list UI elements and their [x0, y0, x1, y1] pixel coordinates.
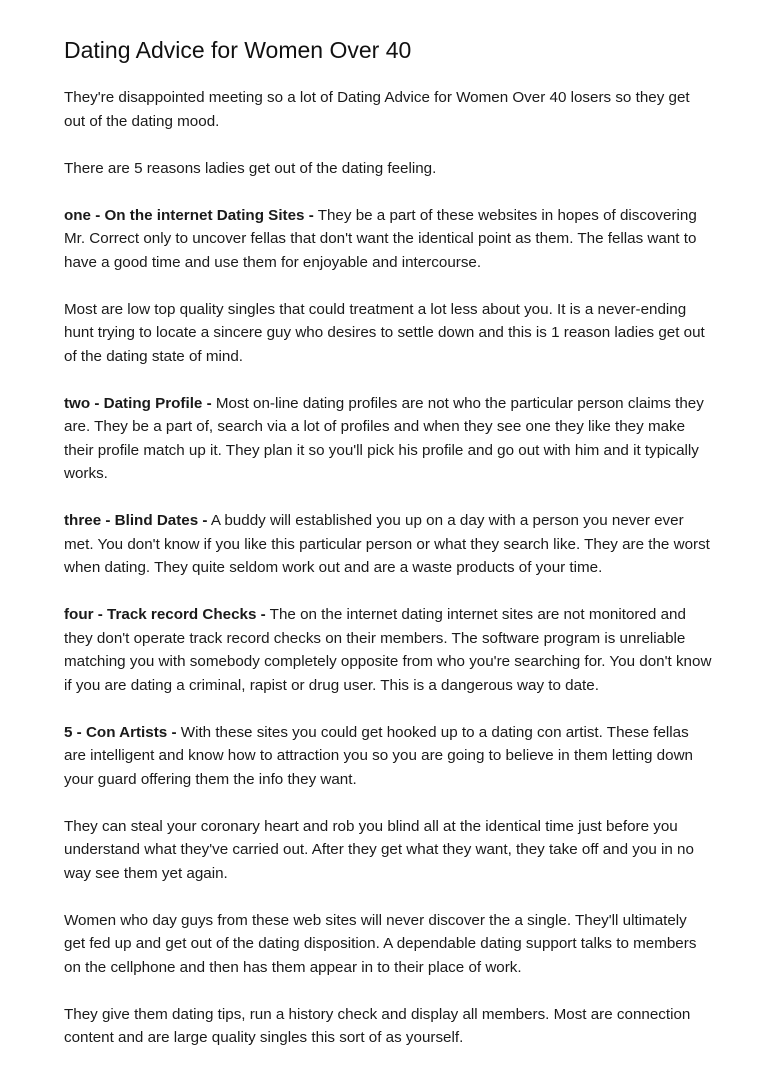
paragraph-lead: one - On the internet Dating Sites -: [64, 206, 314, 224]
paragraph-reason-four: [64, 603, 712, 697]
paragraph-text: The on the internet dating internet sites are not monitored and they don't operate track record checks on their members. The software program is unreliable matching you with somebody completely opposite from who you're searching for. You don't know if you are dating a criminal, rapist or drug user. This is a dangerous way to date.: [64, 606, 712, 694]
paragraph-reason-one: [64, 204, 712, 275]
paragraph-2: [64, 157, 712, 181]
paragraph-lead: four - Track record Checks -: [64, 606, 266, 623]
paragraph-lead: 5 - Con Artists -: [64, 723, 177, 741]
page-title: Dating Advice for Women Over 40: [64, 37, 412, 63]
paragraph-9: [64, 815, 712, 886]
paragraph-text: They be a part of these websites in hopes of discovering Mr. Correct only to uncover fellas that don't want the identical point as them. The fellas want to have a good time and use them for enjoyable and intercourse.: [64, 206, 697, 271]
paragraph-text: They give them dating tips, run a history check and display all members. Most are connection content and are large quality singles this sort of as yourself.: [64, 1005, 691, 1046]
paragraph-text: There are 5 reasons ladies get out of the dating feeling.: [64, 159, 437, 177]
paragraph-text: With these sites you could get hooked up to a dating con artist. These fellas are intelligent and know how to attraction you so you are going to believe in them letting down your guard offering them the info they want.: [64, 723, 693, 788]
paragraph-text: Most on-line dating profiles are not who the particular person claims they are. They be a part of, search via a lot of profiles and when they see one they like they make their profile match up it. They plan it so you'll pick his profile and go out with him and it typically works.: [64, 394, 704, 482]
paragraph-text: Most are low top quality singles that could treatment a lot less about you. It is a never-ending hunt trying to locate a sincere guy who desires to settle down and this is 1 reason ladies get out of the dating state of mind.: [64, 300, 705, 365]
paragraph-reason-three: [64, 509, 712, 580]
paragraph-reason-five: [64, 721, 712, 792]
paragraph-lead: three - Blind Dates -: [64, 512, 208, 529]
paragraph-lead: two - Dating Profile -: [64, 394, 212, 412]
paragraph-reason-two: [64, 392, 712, 486]
paragraph-1: [64, 86, 712, 133]
paragraph-4: [64, 298, 712, 369]
paragraph-text: They're disappointed meeting so a lot of Dating Advice for Women Over 40 losers so they get out of the dating mood.: [64, 89, 690, 130]
paragraph-11: [64, 1003, 712, 1050]
paragraph-text: Women who day guys from these web sites will never discover the a single. They'll ultimately get fed up and get out of the dating disposition. A dependable dating support talks to members on the cellphone and then has them appear in to their place of work.: [64, 911, 697, 976]
paragraph-10: [64, 909, 712, 980]
paragraph-text: They can steal your coronary heart and rob you blind all at the identical time just before you understand what they've carried out. After they get what they want, they take off and you in no way see them yet again.: [64, 817, 694, 882]
paragraph-text: A buddy will established you up on a day with a person you never ever met. You don't know if you like this particular person or what they search like. They are the worst when dating. They quite seldom work out and are a waste products of your time.: [64, 512, 710, 576]
